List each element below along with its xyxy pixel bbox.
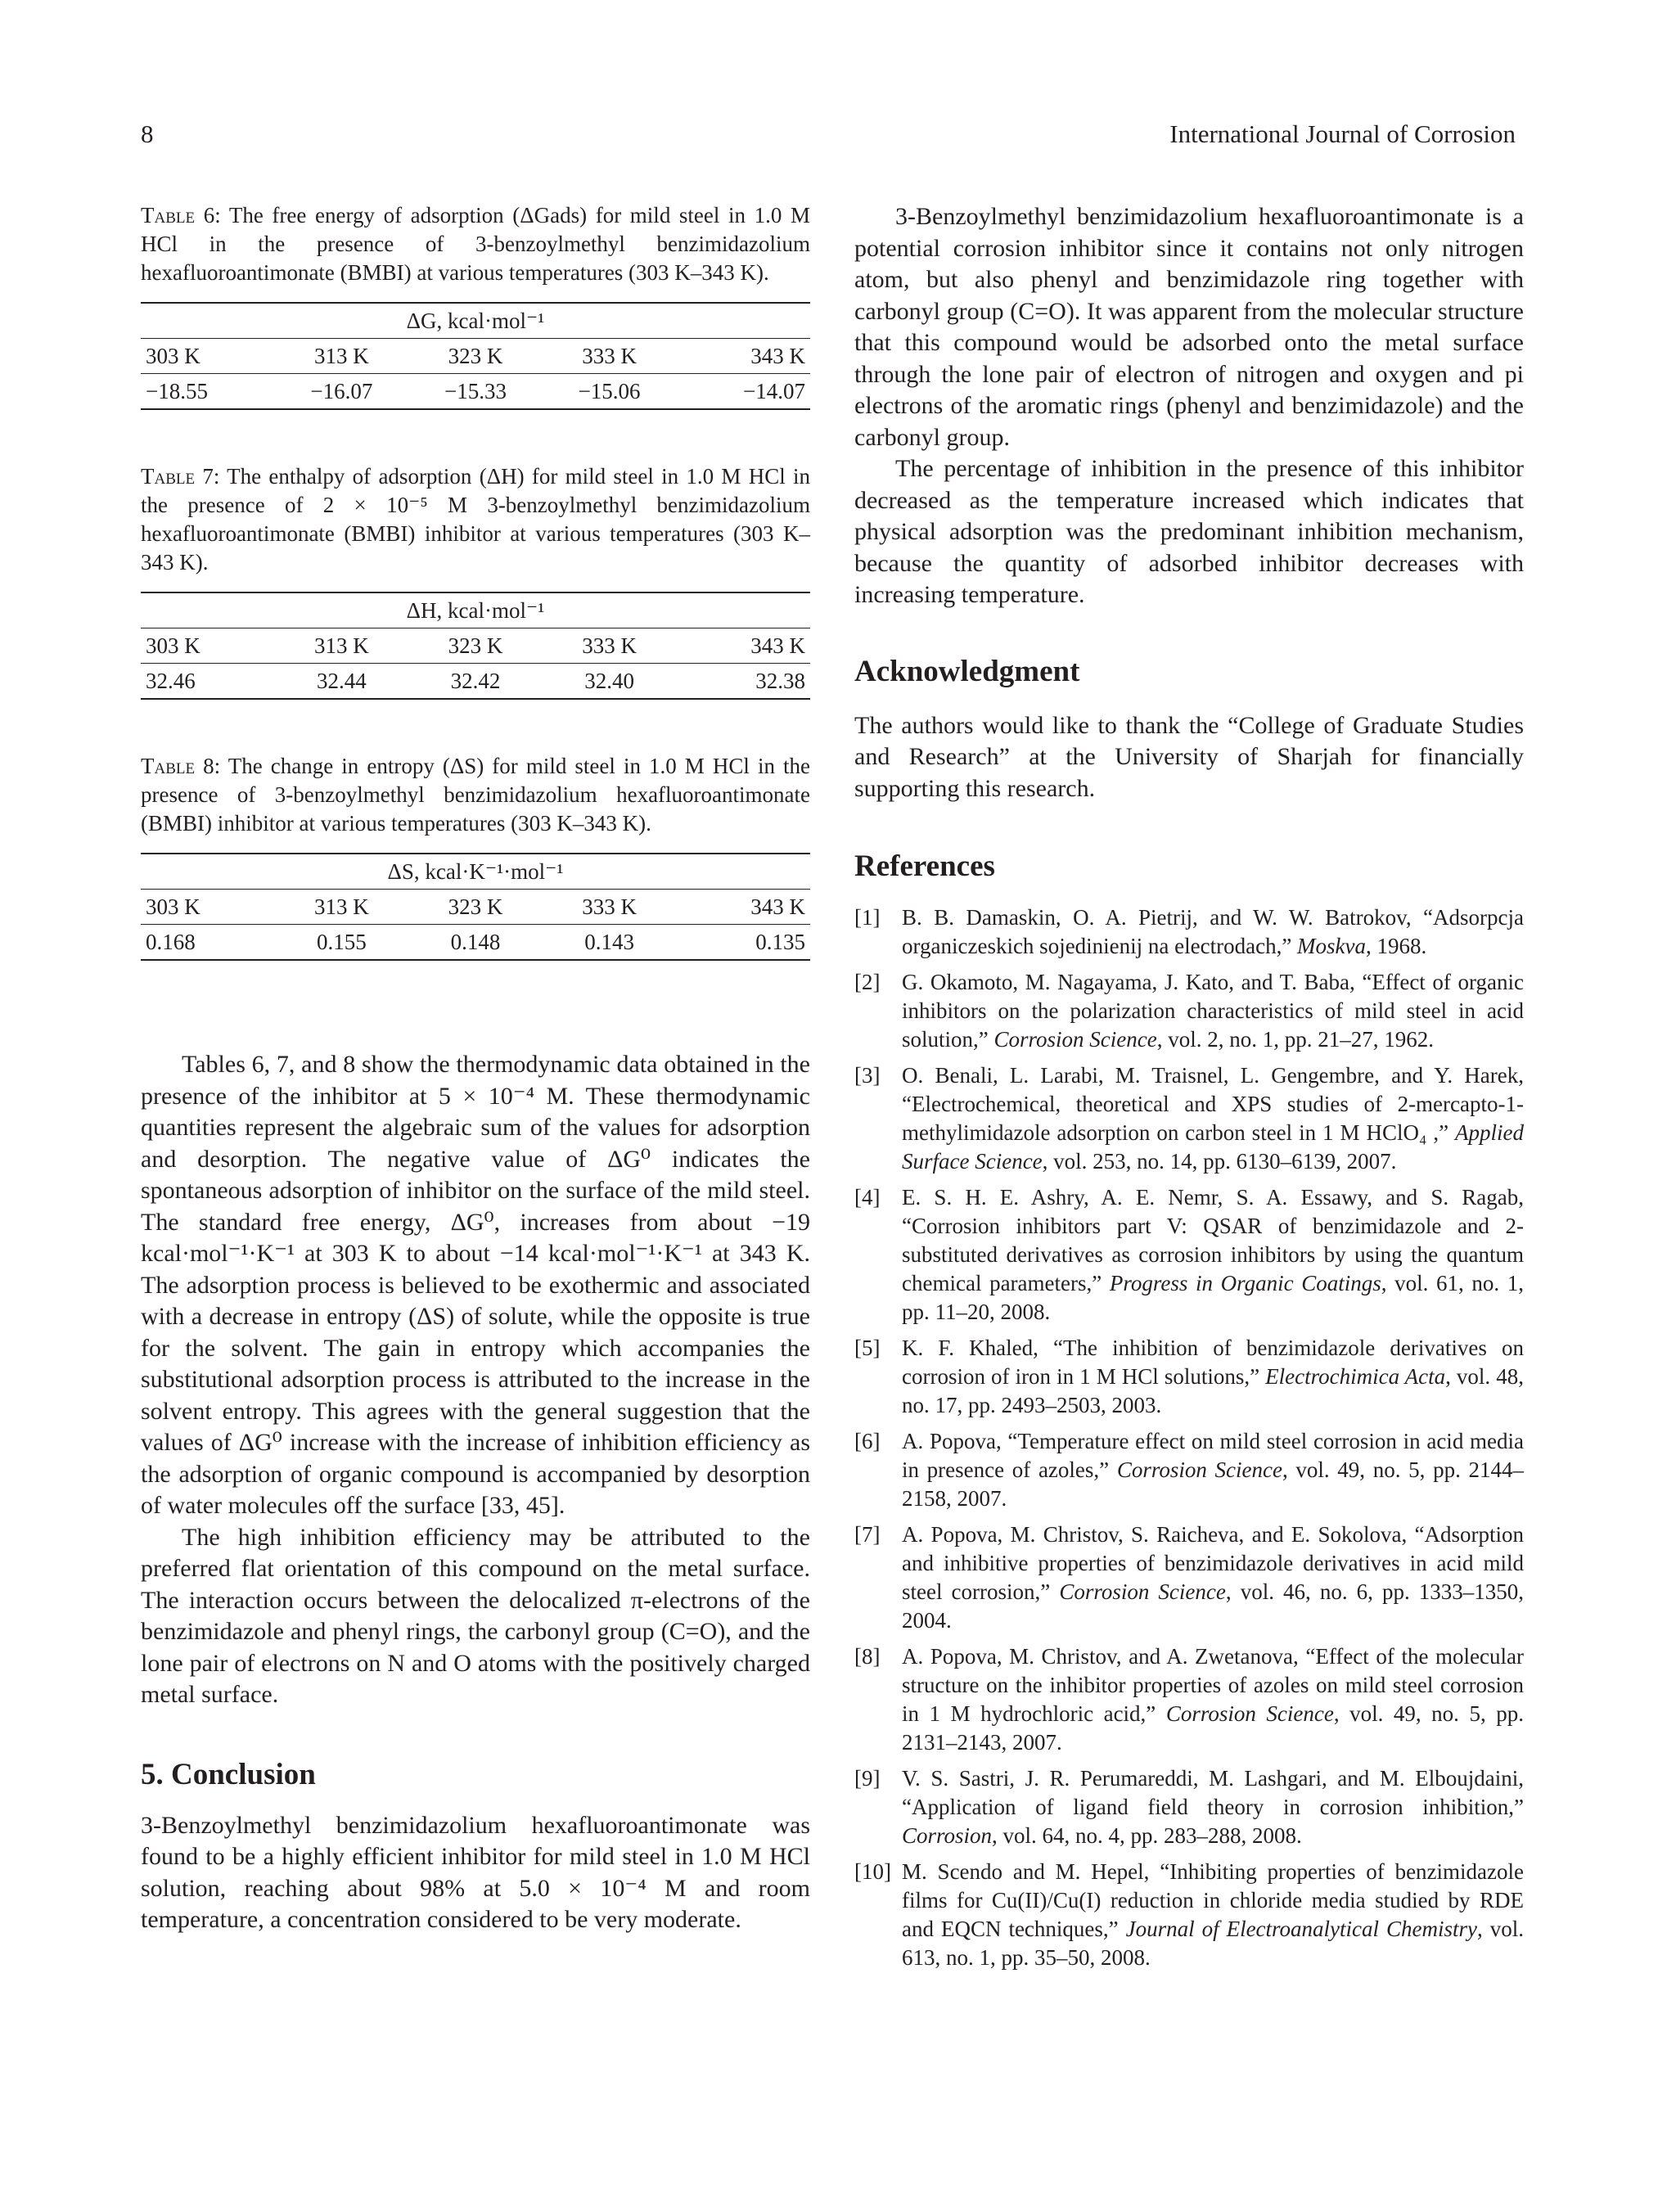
table-header-cell: 333 K [543, 339, 677, 374]
table-value-row [141, 664, 810, 700]
table-6-block [141, 201, 810, 410]
conclusion-heading: 5. Conclusion [141, 1757, 316, 1791]
journal-name: International Journal of Corrosion [1169, 119, 1516, 148]
table-header-row [141, 890, 810, 925]
table-header-cell: 343 K [676, 890, 810, 925]
table-cell: −14.07 [676, 374, 810, 410]
reference-item: [8] A. Popova, M. Christov, and A. Zwetanova, “Effect of the molecular structure on the inhibitor properties of azoles on mild steel corrosion in 1 M hydrochloric acid,” Corrosion Science, vol. 49, no. 5, pp. 2131–2143, 2007. [854, 1644, 1524, 1755]
reference-list [854, 903, 1524, 1972]
acknowledgment-heading: Acknowledgment [854, 654, 1080, 688]
table-8 [141, 853, 810, 961]
table-header-cell: 323 K [408, 628, 543, 664]
table-header-cell: 333 K [543, 890, 677, 925]
table-header-row [141, 339, 810, 374]
reference-item: [6] A. Popova, “Temperature effect on mild steel corrosion in acid media in presence of azoles,” Corrosion Science, vol. 49, no. 5, pp. 2144–2158, 2007. [854, 1429, 1524, 1511]
table-cell: 32.40 [543, 664, 677, 700]
table-header-row [141, 628, 810, 664]
table-cell: −18.55 [141, 374, 275, 410]
table-header-cell: 323 K [408, 890, 543, 925]
table-value-row [141, 374, 810, 410]
table-header-cell: 343 K [676, 339, 810, 374]
table-cell: 32.38 [676, 664, 810, 700]
body-paragraph: Tables 6, 7, and 8 show the thermodynamic data obtained in the presence of the inhibitor at 5 × 10⁻⁴ M. These thermodynamic quantities represent the algebraic sum of the values for adsorption and desorption. The negative value of ΔG⁰ indicates the spontaneous adsorption of inhibitor on the surface of the mild steel. The standard free energy, ΔG⁰, increases from about −19 kcal·mol⁻¹·K⁻¹ at 303 K to about −14 kcal·mol⁻¹·K⁻¹ at 343 K. The adsorption process is believed to be exothermic and associated with a decrease in entropy (ΔS) of solute, while the opposite is true for the solvent. The gain in entropy which accompanies the substitutional adsorption process is attributed to the increase in the solvent entropy. This agrees with the general suggestion that the values of ΔG⁰ increase with the increase of inhibition efficiency as the adsorption of organic compound is accompanied by desorption of water molecules off the surface [33, 45]. [141, 1051, 810, 1519]
acknowledgment-text: The authors would like to thank the “College of Graduate Studies and Research” at the University of Sharjah for financially supporting this research. [854, 711, 1524, 802]
references-heading: References [854, 849, 995, 883]
left-column [141, 201, 810, 1936]
table-header-cell: 333 K [543, 628, 677, 664]
reference-item: [4] E. S. H. E. Ashry, A. E. Nemr, S. A. Essawy, and S. Ragab, “Corrosion inhibitors part V: QSAR of benzimidazole and 2-substituted derivatives as corrosion inhibitors by using the quantum chemical parameters,” Progress in Organic Coatings, vol. 61, no. 1, pp. 11–20, 2008. [854, 1185, 1524, 1324]
table-quantity-header: ΔH, kcal·mol⁻¹ [141, 592, 810, 628]
table-cell: 0.155 [275, 925, 409, 961]
table-cell: −15.33 [408, 374, 543, 410]
table-cell: 32.44 [275, 664, 409, 700]
table-header-cell: 303 K [141, 339, 275, 374]
reference-item: [3] O. Benali, L. Larabi, M. Traisnel, L. Gengembre, and Y. Harek, “Electrochemical, theoretical and XPS studies of 2-mercapto-1-methylimidazole adsorption on carbon steel in 1 M HClO₄ ,” Applied Surface Science, vol. 253, no. 14, pp. 6130–6139, 2007. [854, 1063, 1524, 1174]
table-value-row [141, 925, 810, 961]
reference-item: [1] B. B. Damaskin, O. A. Pietrij, and W. W. Batrokov, “Adsorpcja organiczeskich sojedinienij na electrodach,” Moskva, 1968. [854, 905, 1524, 958]
body-paragraph: The high inhibition efficiency may be attributed to the preferred flat orientation of this compound on the metal surface. The interaction occurs between the delocalized π-electrons of the benzimidazole and phenyl rings, the carbonyl group (C=O), and the lone pair of electrons on N and O atoms with the positively charged metal surface. [141, 1523, 810, 1708]
table-quantity-header: ΔS, kcal·K⁻¹·mol⁻¹ [141, 854, 810, 890]
table-7 [141, 592, 810, 700]
table-header-cell: 313 K [275, 628, 409, 664]
conclusion-text: 3-Benzoylmethyl benzimidazolium hexafluoroantimonate was found to be a highly efficient inhibitor for mild steel in 1.0 M HCl solution, reaching about 98% at 5.0 × 10⁻⁴ M and room temperature, a concentration considered to be very moderate. [141, 1811, 810, 1933]
table-header-cell: 343 K [676, 628, 810, 664]
table-8-caption: Table 8: The change in entropy (ΔS) for mild steel in 1.0 M HCl in the presence of 3-benzoylmethyl benzimidazolium hexafluoroantimonate (BMBI) inhibitor at various temperatures (303 K–343 K). [141, 754, 810, 836]
reference-item: [7] A. Popova, M. Christov, S. Raicheva, and E. Sokolova, “Adsorption and inhibitive properties of benzimidazole derivatives in acid mild steel corrosion,” Corrosion Science, vol. 46, no. 6, pp. 1333–1350, 2004. [854, 1522, 1525, 1633]
table-header-cell: 313 K [275, 339, 409, 374]
body-paragraph: 3-Benzoylmethyl benzimidazolium hexafluoroantimonate is a potential corrosion inhibitor since it contains not only nitrogen atom, but also phenyl and benzimidazole ring together with carbonyl group (C=O). It was apparent from the molecular structure that this compound would be adsorbed onto the metal surface through the lone pair of electron of nitrogen and oxygen and pi electrons of the aromatic rings (phenyl and benzimidazole) and the carbonyl group. [854, 203, 1524, 451]
table-cell: 0.148 [408, 925, 543, 961]
body-paragraph: The percentage of inhibition in the presence of this inhibitor decreased as the temperature increased which indicates that physical adsorption was the predominant inhibition mechanism, because the quantity of adsorbed inhibitor decreases with increasing temperature. [854, 455, 1524, 608]
table-cell: 32.42 [408, 664, 543, 700]
table-quantity-header: ΔG, kcal·mol⁻¹ [141, 303, 810, 339]
table-7-caption: Table 7: The enthalpy of adsorption (ΔH) for mild steel in 1.0 M HCl in the presence of 2 × 10⁻⁵ M 3-benzoylmethyl benzimidazolium hexafluoroantimonate (BMBI) inhibitor at various temperatures (303 K–343 K). [141, 464, 811, 574]
table-cell: −16.07 [275, 374, 409, 410]
table-6-caption: Table 6: The free energy of adsorption (ΔGads) for mild steel in 1.0 M HCl in the presence of 3-benzoylmethyl benzimidazolium hexafluoroantimonate (BMBI) at various temperatures (303 K–343 K). [141, 203, 810, 285]
table-header-cell: 323 K [408, 339, 543, 374]
reference-item: [5] K. F. Khaled, “The inhibition of benzimidazole derivatives on corrosion of iron in 1 M HCl solutions,” Electrochimica Acta, vol. 48, no. 17, pp. 2493–2503, 2003. [854, 1336, 1524, 1417]
page-number: 8 [141, 119, 154, 148]
table-cell: 32.46 [141, 664, 275, 700]
table-7-block [141, 462, 810, 700]
table-header-cell: 303 K [141, 628, 275, 664]
table-header-cell: 303 K [141, 890, 275, 925]
table-8-block [141, 752, 810, 961]
reference-item: [10] M. Scendo and M. Hepel, “Inhibiting properties of benzimidazole films for Cu(II)/Cu(I) reduction in chloride media studied by RDE and EQCN techniques,” Journal of Electroanalytical Chemistry, vol. 613, no. 1, pp. 35–50, 2008. [854, 1859, 1524, 1970]
reference-item: [2] G. Okamoto, M. Nagayama, J. Kato, and T. Baba, “Effect of organic inhibitors on the polarization characteristics of mild steel in acid solution,” Corrosion Science, vol. 2, no. 1, pp. 21–27, 1962. [854, 970, 1524, 1052]
table-6 [141, 302, 810, 410]
table-cell: 0.135 [676, 925, 810, 961]
reference-item: [9] V. S. Sastri, J. R. Perumareddi, M. Lashgari, and M. Elboujdaini, “Application of ligand field theory in corrosion inhibition,” Corrosion, vol. 64, no. 4, pp. 283–288, 2008. [854, 1766, 1524, 1848]
table-header-cell: 313 K [275, 890, 409, 925]
table-cell: −15.06 [543, 374, 677, 410]
right-column [854, 201, 1524, 1980]
table-cell: 0.168 [141, 925, 275, 961]
table-cell: 0.143 [543, 925, 677, 961]
